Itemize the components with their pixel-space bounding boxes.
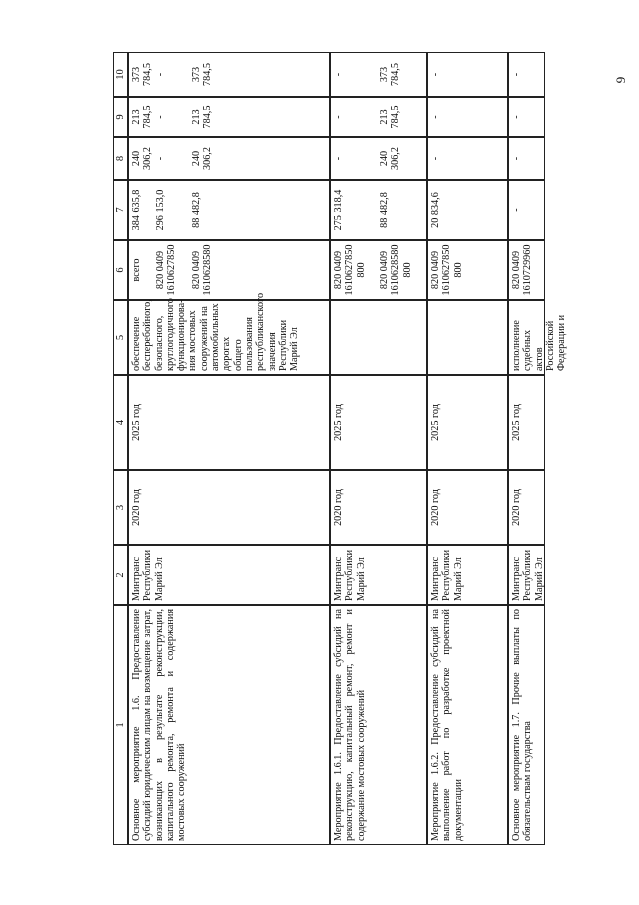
col-header-4: 4 [113, 375, 128, 470]
row-1-end: 2025 год [128, 375, 330, 470]
row-4-col-9: - [508, 97, 545, 137]
row-2-col-7: 275 318,4 88 482,8 [330, 180, 427, 240]
row-3-result [427, 300, 508, 375]
col-header-2: 2 [113, 545, 128, 605]
row-1-col-8: 240 306,2 - 240 306,2 [128, 137, 330, 180]
page-number: 9 [613, 76, 628, 84]
row-4-col-6: 820 0409 1610729960 [508, 240, 545, 300]
row-1-col-7: 384 635,8 296 153,0 88 482,8 [128, 180, 330, 240]
row-2-start: 2020 год [330, 470, 427, 545]
row-4-start: 2020 год [508, 470, 545, 545]
col-header-10: 10 [113, 52, 128, 97]
row-3-col-8: - [427, 137, 508, 180]
row-4-col-7: - [508, 180, 545, 240]
row-1-start: 2020 год [128, 470, 330, 545]
row-4-result: исполнение судебных актов Российской Федерации и [508, 300, 545, 375]
row-2-col-8: - 240 306,2 [330, 137, 427, 180]
col-header-5: 5 [113, 300, 128, 375]
row-4-col-10: - [508, 52, 545, 97]
row-3-start: 2020 год [427, 470, 508, 545]
col-header-8: 8 [113, 137, 128, 180]
row-3-name: Мероприятие 1.6.2. Предоставление субсидий на выполнение работ по разработке проектной документации [427, 605, 508, 845]
row-3-col-9: - [427, 97, 508, 137]
row-3-end: 2025 год [427, 375, 508, 470]
row-3-col-7: 20 834,6 [427, 180, 508, 240]
row-2-result [330, 300, 427, 375]
row-1-executor: Минтранс Республики Марий Эл [128, 545, 330, 605]
col-header-6: 6 [113, 240, 128, 300]
col-header-1: 1 [113, 605, 128, 845]
row-2-col-10: - 373 784,5 [330, 52, 427, 97]
row-2-col-9: - 213 784,5 [330, 97, 427, 137]
row-2-name: Мероприятие 1.6.1. Предоставление субсидий на реконструкцию, капитальный ремонт, ремонт и содержание мостовых сооружений [330, 605, 427, 845]
col-header-3: 3 [113, 470, 128, 545]
col-header-7: 7 [113, 180, 128, 240]
row-2-end: 2025 год [330, 375, 427, 470]
row-2-col-6: 820 0409 1610627850 800 820 0409 1610628580 800 [330, 240, 427, 300]
row-4-executor: Минтранс Республики Марий Эл [508, 545, 545, 605]
row-4-col-8: - [508, 137, 545, 180]
row-3-col-6: 820 0409 1610627850 800 [427, 240, 508, 300]
row-4-name: Основное мероприятие 1.7. Прочие выплаты по обязательствам государства [508, 605, 545, 845]
row-3-executor: Минтранс Республики Марий Эл [427, 545, 508, 605]
row-1-result: обеспечение бесперебойного, безопасного, круглогодичного функционирова-ния мостовых сооружений на автомобильных дорогах общего пользования республиканского значения Республики Марий Эл [128, 300, 330, 375]
row-3-col-10: - [427, 52, 508, 97]
row-1-col-9: 213 784,5 - 213 784,5 [128, 97, 330, 137]
row-4-end: 2025 год [508, 375, 545, 470]
row-1-col-10: 373 784,5 - 373 784,5 [128, 52, 330, 97]
table-sheet [105, 55, 615, 845]
row-2-executor: Минтранс Республики Марий Эл [330, 545, 427, 605]
row-1-name: Основное мероприятие 1.6. Предоставление субсидий юридическим лицам на возмещение затрат, возникающих в результате реконструкции, капитального ремонта, ремонта и содержания мостовых сооружений [128, 605, 330, 845]
row-1-col-6: всего 820 0409 1610627850 820 0409 1610628580 [128, 240, 330, 300]
col-header-9: 9 [113, 97, 128, 137]
